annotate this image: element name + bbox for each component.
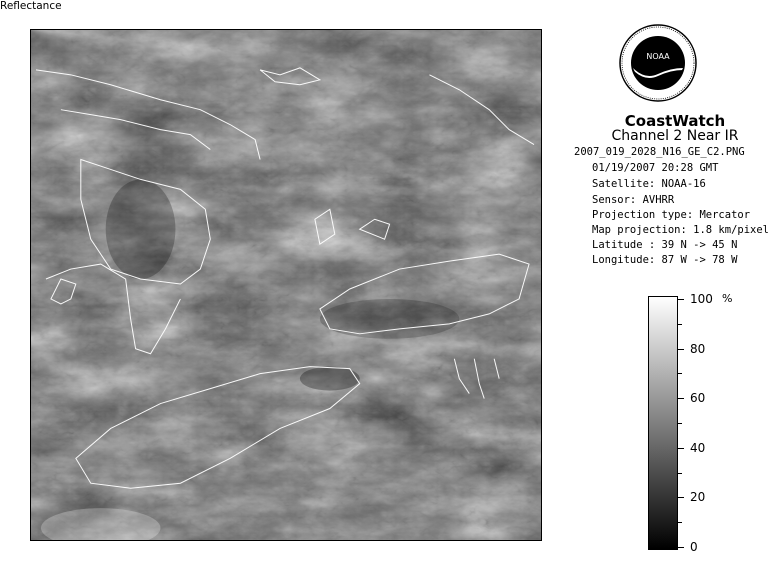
filename-label: 2007_019_2028_N16_GE_C2.PNG: [574, 146, 745, 158]
colorbar-tick-mark: [678, 299, 684, 300]
colorbar-unit: %: [722, 292, 733, 305]
noaa-logo: [619, 24, 697, 102]
satellite-label: Satellite: NOAA-16: [592, 178, 706, 190]
colorbar-tick-mark: [678, 497, 684, 498]
colorbar-title: Reflectance: [0, 0, 62, 12]
datetime-label: 01/19/2007 20:28 GMT: [592, 162, 719, 174]
colorbar-tick-mark: [678, 423, 682, 424]
colorbar-tick-mark: [678, 448, 684, 449]
sensor-label: Sensor: AVHRR: [592, 194, 675, 206]
colorbar-tick-label: 60: [690, 391, 706, 406]
colorbar-tick-mark: [678, 398, 684, 399]
channel-title: Channel 2 Near IR: [611, 128, 739, 144]
longitude-label: Longitude: 87 W -> 78 W: [592, 254, 738, 266]
colorbar-tick-mark: [678, 473, 682, 474]
noaa-logo-text: NOAA: [646, 52, 670, 61]
colorbar: [648, 296, 678, 550]
colorbar-tick-mark: [678, 324, 682, 325]
colorbar-tick-label: 40: [690, 440, 706, 455]
coastwatch-title: CoastWatch: [624, 112, 726, 130]
colorbar-tick-label: 100: [690, 292, 713, 306]
colorbar-tick-label: 0: [690, 540, 698, 554]
colorbar-tick-label: 20: [690, 490, 706, 505]
colorbar-tick-mark: [678, 522, 682, 523]
projection-type-label: Projection type: Mercator: [592, 209, 751, 221]
colorbar-tick-mark: [678, 373, 682, 374]
colorbar-tick-label: 80: [690, 341, 706, 356]
map-projection-label: Map projection: 1.8 km/pixel: [592, 224, 770, 236]
colorbar-tick-mark: [678, 547, 684, 548]
satellite-image: [30, 29, 542, 541]
latitude-label: Latitude : 39 N -> 45 N: [592, 239, 738, 251]
colorbar-tick-mark: [678, 349, 684, 350]
